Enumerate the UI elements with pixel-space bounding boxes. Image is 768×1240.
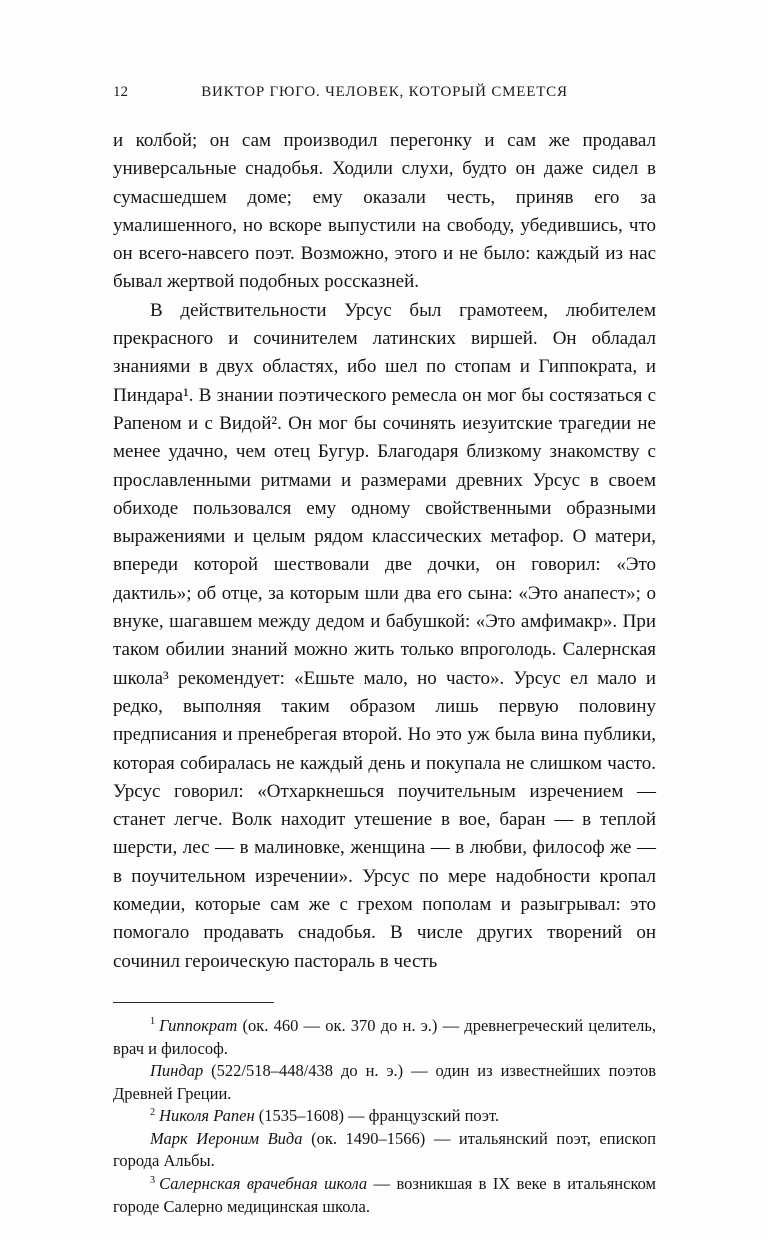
footnote-term: Марк Иероним Вида — [150, 1128, 303, 1148]
footnote-term: Гиппократ — [159, 1015, 238, 1035]
footnote — [113, 1015, 656, 1060]
body-text — [113, 127, 656, 976]
footnote — [113, 1060, 656, 1105]
page-header — [113, 84, 656, 101]
paragraph: и колбой; он сам производил перегонку и сам же продавал универсальные снадобья. Ходили слухи, будто он даже сидел в сумасшедшем доме; ему оказали честь, приняв его за умалишенного, но вскоре выпустили на свободу, убедившись, что он всего-навсего поэт. Возможно, этого и не было: каждый из нас бывал жертвой подобных россказней. — [113, 130, 656, 293]
footnote-marker: 3 — [150, 1174, 156, 1186]
footnote-term: Пиндар — [150, 1061, 204, 1081]
page-number: 12 — [113, 84, 128, 100]
footnotes-section — [113, 1015, 656, 1218]
footnote-separator — [113, 1002, 274, 1003]
footnote-term: Салернская врачебная школа — [159, 1174, 368, 1194]
footnote-text: (ок. 460 — ок. 370 до н. э.) — древнегреческий целитель, врач и философ. — [113, 1015, 656, 1058]
paragraph: В действительности Урсус был грамотеем, любителем прекрасного и сочинителем латинских виршей. Он обладал знаниями в двух областях, ибо шел по стопам и Гиппократа, и Пиндара¹. В знании поэтического ремесла он мог бы состязаться с Рапеном и с Видой². Он мог бы сочинять иезуитские трагедии не менее удачно, чем отец Бугур. Благодаря близкому знакомству с прославленными ритмами и размерами древних Урсус в своем обиходе пользовался ему одному свойственными образными выражениями и целым рядом классических метафор. О матери, впереди которой шествовали две дочки, он говорил: «Это дактиль»; об отце, за которым шли два его сына: «Это анапест»; о внуке, шагавшем между дедом и бабушкой: «Это амфимакр». При таком обилии знаний можно жить только впроголодь. Салернская школа³ рекомендует: «Ешьте мало, но часто». Урсус ел мало и редко, выполняя таким образом лишь первую половину предписания и пренебрегая второй. Но это уж была вина публики, которая собиралась не каждый день и покупала не слишком часто. Урсус говорил: «Отхаркнешься поучительным изречением — станет легче. Волк находит утешение в вое, баран — в теплой шерсти, лес — в малиновке, женщина — в любви, философ же — в поучительном изречении». Урсус по мере надобности кропал комедии, которые сам же с грехом пополам и разыгрывал: это помогало продавать снадобья. В числе других творений он сочинил героическую пастораль в честь — [113, 299, 656, 972]
running-title: ВИКТОР ГЮГО. ЧЕЛОВЕК, КОТОРЫЙ СМЕЕТСЯ — [201, 84, 568, 100]
footnote — [113, 1128, 656, 1173]
footnote-text: — возникшая в IX веке в итальянском городе Салерно медицинская школа. — [113, 1174, 656, 1216]
footnote-text: (1535–1608) — французский поэт. — [254, 1106, 500, 1126]
footnote-text: (522/518–448/438 до н. э.) — один из известнейших поэтов Древней Греции. — [113, 1061, 656, 1103]
footnote-marker: 1 — [150, 1016, 156, 1028]
footnote-marker: 2 — [150, 1106, 156, 1118]
footnote-text: (ок. 1490–1566) — итальянский поэт, епископ города Альбы. — [113, 1128, 656, 1171]
footnote — [113, 1173, 656, 1218]
footnote — [113, 1105, 656, 1128]
footnote-term: Николя Рапен — [159, 1106, 255, 1126]
